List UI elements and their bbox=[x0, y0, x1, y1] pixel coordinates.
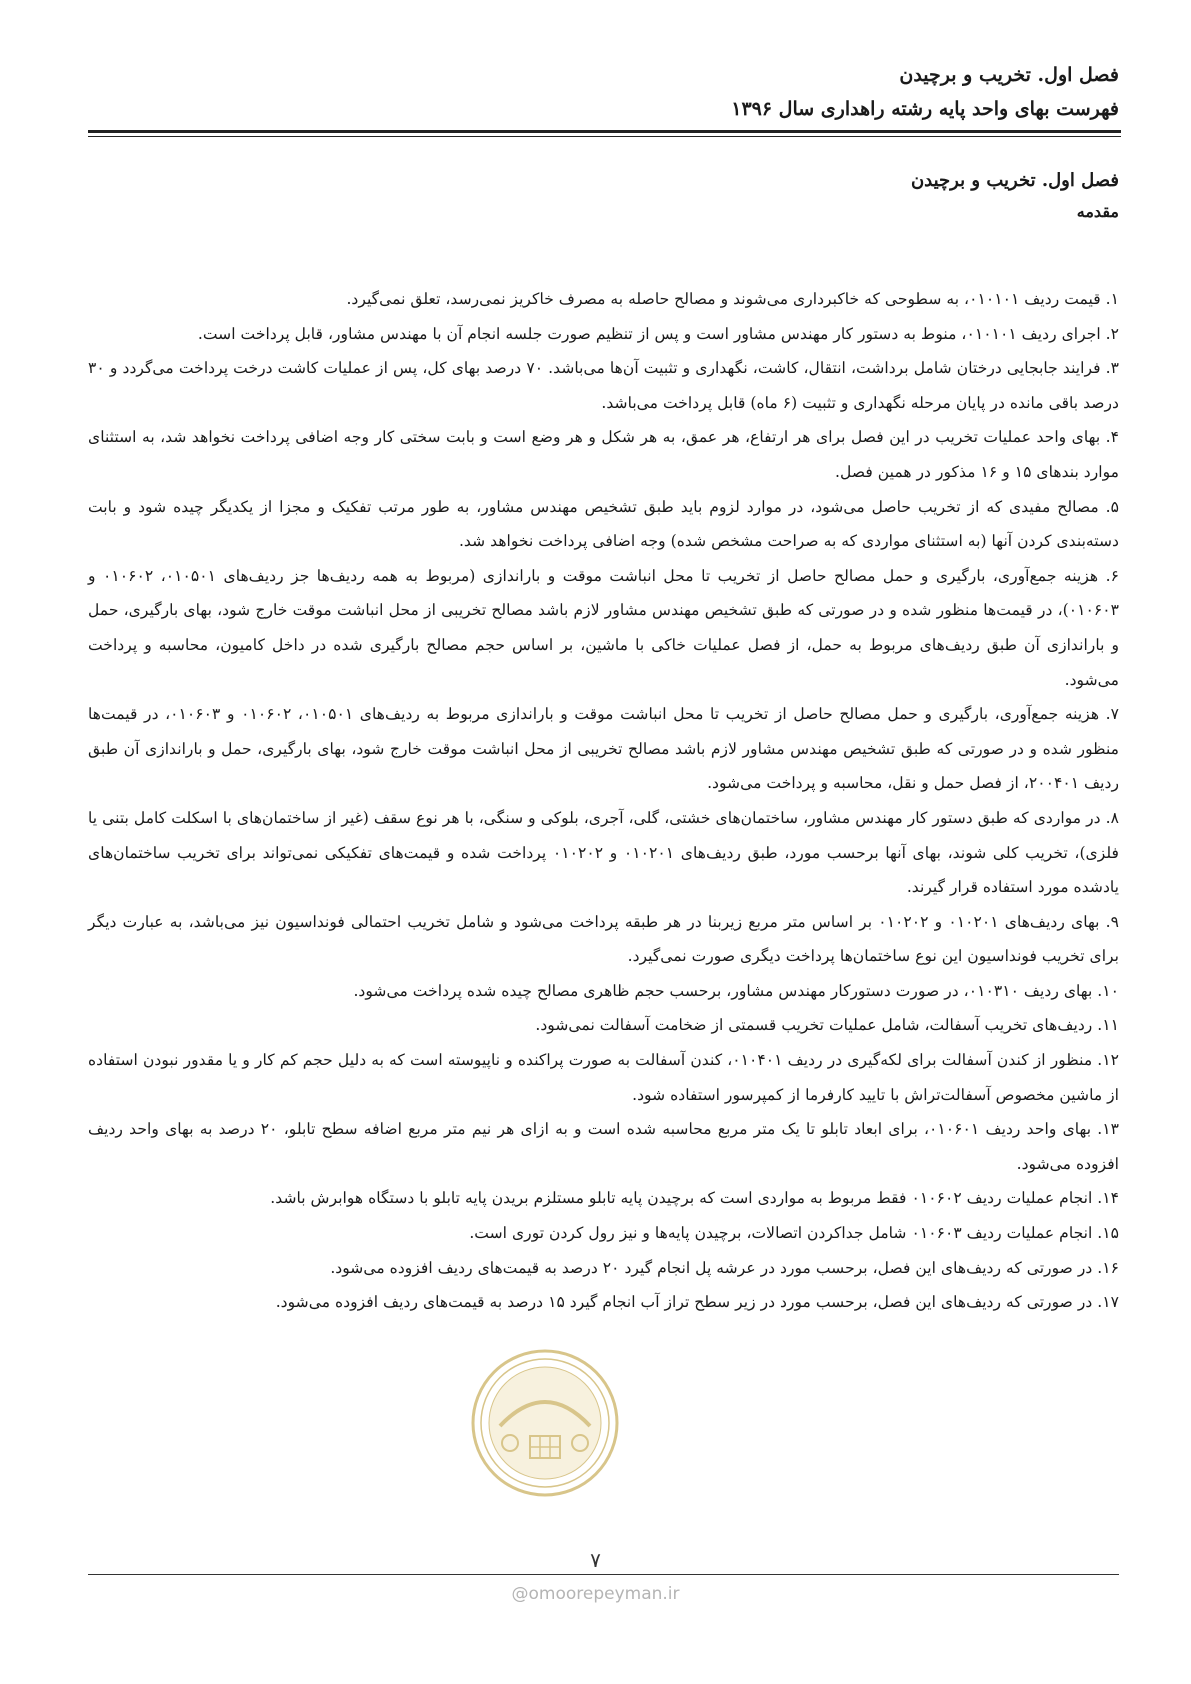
list-item: ۷. هزینه جمع‌آوری، بارگیری و حمل مصالح حاصل از تخریب تا محل انباشت موقت و باراندازی مربوط به ردیف‌های ۰۱۰۵۰۱، ۰۱۰۶۰۲ و ۰۱۰۶۰۳، در قیمت‌ها منظور شده و در صورتی که طبق تشخیص مهندس مشاور لازم باشد مصالح تخریبی از محل انباشت موقت خارج شود، بهای بارگیری، حمل و باراندازی آن طبق ردیف ۲۰۰۴۰۱، از فصل حمل و نقل، محاسبه و پرداخت می‌شود. bbox=[88, 705, 1119, 793]
list-item: ۱۵. انجام عملیات ردیف ۰۱۰۶۰۳ شامل جداکردن اتصالات، برچیدن پایه‌ها و نیز رول کردن توری است. bbox=[469, 1224, 1119, 1243]
list-item: ۹. بهای ردیف‌های ۰۱۰۲۰۱ و ۰۱۰۲۰۲ بر اساس متر مربع زیربنا در هر طبقه پرداخت می‌شود و شامل تخریب احتمالی فونداسیون نیز می‌باشد، به عبارت دیگر برای تخریب فونداسیون این نوع ساختمان‌ها پرداخت دیگری صورت نمی‌گیرد. bbox=[88, 912, 1119, 966]
page-header bbox=[731, 58, 1119, 126]
list-item: ۱۲. منظور از کندن آسفالت برای لکه‌گیری در ردیف ۰۱۰۴۰۱، کندن آسفالت به صورت پراکنده و ناپیوسته است که به دلیل حجم کم کار و یا مقدور نبودن استفاده از ماشین مخصوص آسفالت‌تراش با تایید کارفرما از کمپرسور استفاده شود. bbox=[88, 1051, 1119, 1104]
list-item: ۸. در مواردی که طبق دستور کار مهندس مشاور، ساختمان‌های خشتی، گلی، آجری، بلوکی و سنگی، با هر نوع سقف (غیر از ساختمان‌های با اسکلت کامل بتنی یا فلزی)، تخریب کلی شوند، بهای آنها برحسب مورد، طبق ردیف‌های ۰۱۰۲۰۱ و ۰۱۰۲۰۲ پرداخت شده و قیمت‌های تفکیکی نمی‌تواند برای تخریب ساختمان‌های یادشده مورد استفاده قرار گیرند. bbox=[88, 808, 1119, 897]
list-item: ۱۳. بهای واحد ردیف ۰۱۰۶۰۱، برای ابعاد تابلو تا یک متر مربع محاسبه شده است و به ازای هر نیم متر مربع اضافه سطح تابلو، ۲۰ درصد به بهای واحد ردیف افزوده می‌شود. bbox=[88, 1120, 1119, 1173]
header-document-title: فهرست بهای واحد پایه رشته راهداری سال ۱۳۹۶ bbox=[731, 98, 1119, 120]
list-item: ۱۱. ردیف‌های تخریب آسفالت، شامل عملیات تخریب قسمتی از ضخامت آسفالت نمی‌شود. bbox=[535, 1016, 1119, 1035]
header-divider-thin bbox=[88, 136, 1121, 137]
list-item: ۲. اجرای ردیف ۰۱۰۱۰۱، منوط به دستور کار مهندس مشاور است و پس از تنظیم صورت جلسه انجام آن با مهندس مشاور، قابل پرداخت است. bbox=[197, 324, 1119, 343]
page-number: ۷ bbox=[590, 1548, 601, 1572]
header-divider-thick bbox=[88, 130, 1121, 133]
list-item: ۱۰. بهای ردیف ۰۱۰۳۱۰، در صورت دستورکار مهندس مشاور، برحسب حجم ظاهری مصالح چیده شده پرداخت می‌شود. bbox=[353, 981, 1119, 1000]
list-item: ۱۷. در صورتی که ردیف‌های این فصل، برحسب مورد در زیر سطح تراز آب انجام گیرد ۱۵ درصد به قیمت‌های ردیف افزوده می‌شود. bbox=[275, 1293, 1119, 1312]
list-item: ۱۴. انجام عملیات ردیف ۰۱۰۶۰۲ فقط مربوط به مواردی است که برچیدن پایه تابلو مستلزم بریدن پایه تابلو با دستگاه هوابرش باشد. bbox=[270, 1189, 1119, 1208]
header-chapter-title: فصل اول. تخریب و برچیدن bbox=[899, 64, 1119, 86]
list-item: ۱. قیمت ردیف ۰۱۰۱۰۱، به سطوحی که خاکبرداری می‌شوند و مصالح حاصله به مصرف خاکریز نمی‌رسد، تعلق نمی‌گیرد. bbox=[346, 290, 1119, 308]
section-heading bbox=[911, 165, 1119, 227]
watermark-text: @omoorepeyman.ir bbox=[511, 1584, 680, 1604]
list-item: ۳. فرایند جابجایی درختان شامل برداشت، انتقال، کاشت، نگهداری و تثبیت آن‌ها می‌باشد. ۷۰ درصد بهای کل، پس از عملیات کاشت درخت پرداخت می‌گردد و ۳۰ درصد باقی مانده در پایان مرحله نگهداری و تثبیت (۶ ماه) قابل پرداخت می‌باشد. bbox=[88, 359, 1119, 412]
list-item: ۵. مصالح مفیدی که از تخریب حاصل می‌شود، در موارد لزوم باید طبق تشخیص مهندس مشاور، به طور مرتب تفکیک و مجزا از یکدیگر چیده شود و بابت دسته‌بندی کردن آنها (به استثنای مواردی که به صراحت مشخص شده) وجه اضافی پرداخت نخواهد شد. bbox=[88, 497, 1119, 551]
watermark-seal-logo bbox=[470, 1348, 620, 1498]
list-item: ۴. بهای واحد عملیات تخریب در این فصل برای هر ارتفاع، هر عمق، به هر شکل و هر وضع است و بابت سختی کار وجه اضافی پرداخت نخواهد شد، به استثنای موارد بندهای ۱۵ و ۱۶ مذکور در همین فصل. bbox=[88, 428, 1119, 481]
section-subtitle: مقدمه bbox=[1076, 202, 1119, 221]
section-title: فصل اول. تخریب و برچیدن bbox=[910, 170, 1119, 191]
list-item: ۱۶. در صورتی که ردیف‌های این فصل، برحسب مورد در عرشه پل انجام گیرد ۲۰ درصد به قیمت‌های ردیف افزوده می‌شود. bbox=[330, 1258, 1119, 1277]
numbered-list bbox=[88, 282, 1119, 1320]
footer-divider bbox=[88, 1574, 1119, 1575]
list-item: ۶. هزینه جمع‌آوری، بارگیری و حمل مصالح حاصل از تخریب تا محل انباشت موقت و باراندازی (مربوط به همه ردیف‌ها جز ردیف‌های ۰۱۰۵۰۱، ۰۱۰۶۰۲ و ۰۱۰۶۰۳)، در قیمت‌ها منظور شده و در صورتی که طبق تشخیص مهندس مشاور لازم باشد مصالح تخریبی از محل انباشت موقت خارج شود، بهای بارگیری، حمل و باراندازی آن طبق ردیف‌های مربوط به حمل، از فصل عملیات خاکی با ماشین، بر اساس حجم مصالح بارگیری شده در داخل کامیون، محاسبه و پرداخت می‌شود. bbox=[88, 566, 1119, 689]
